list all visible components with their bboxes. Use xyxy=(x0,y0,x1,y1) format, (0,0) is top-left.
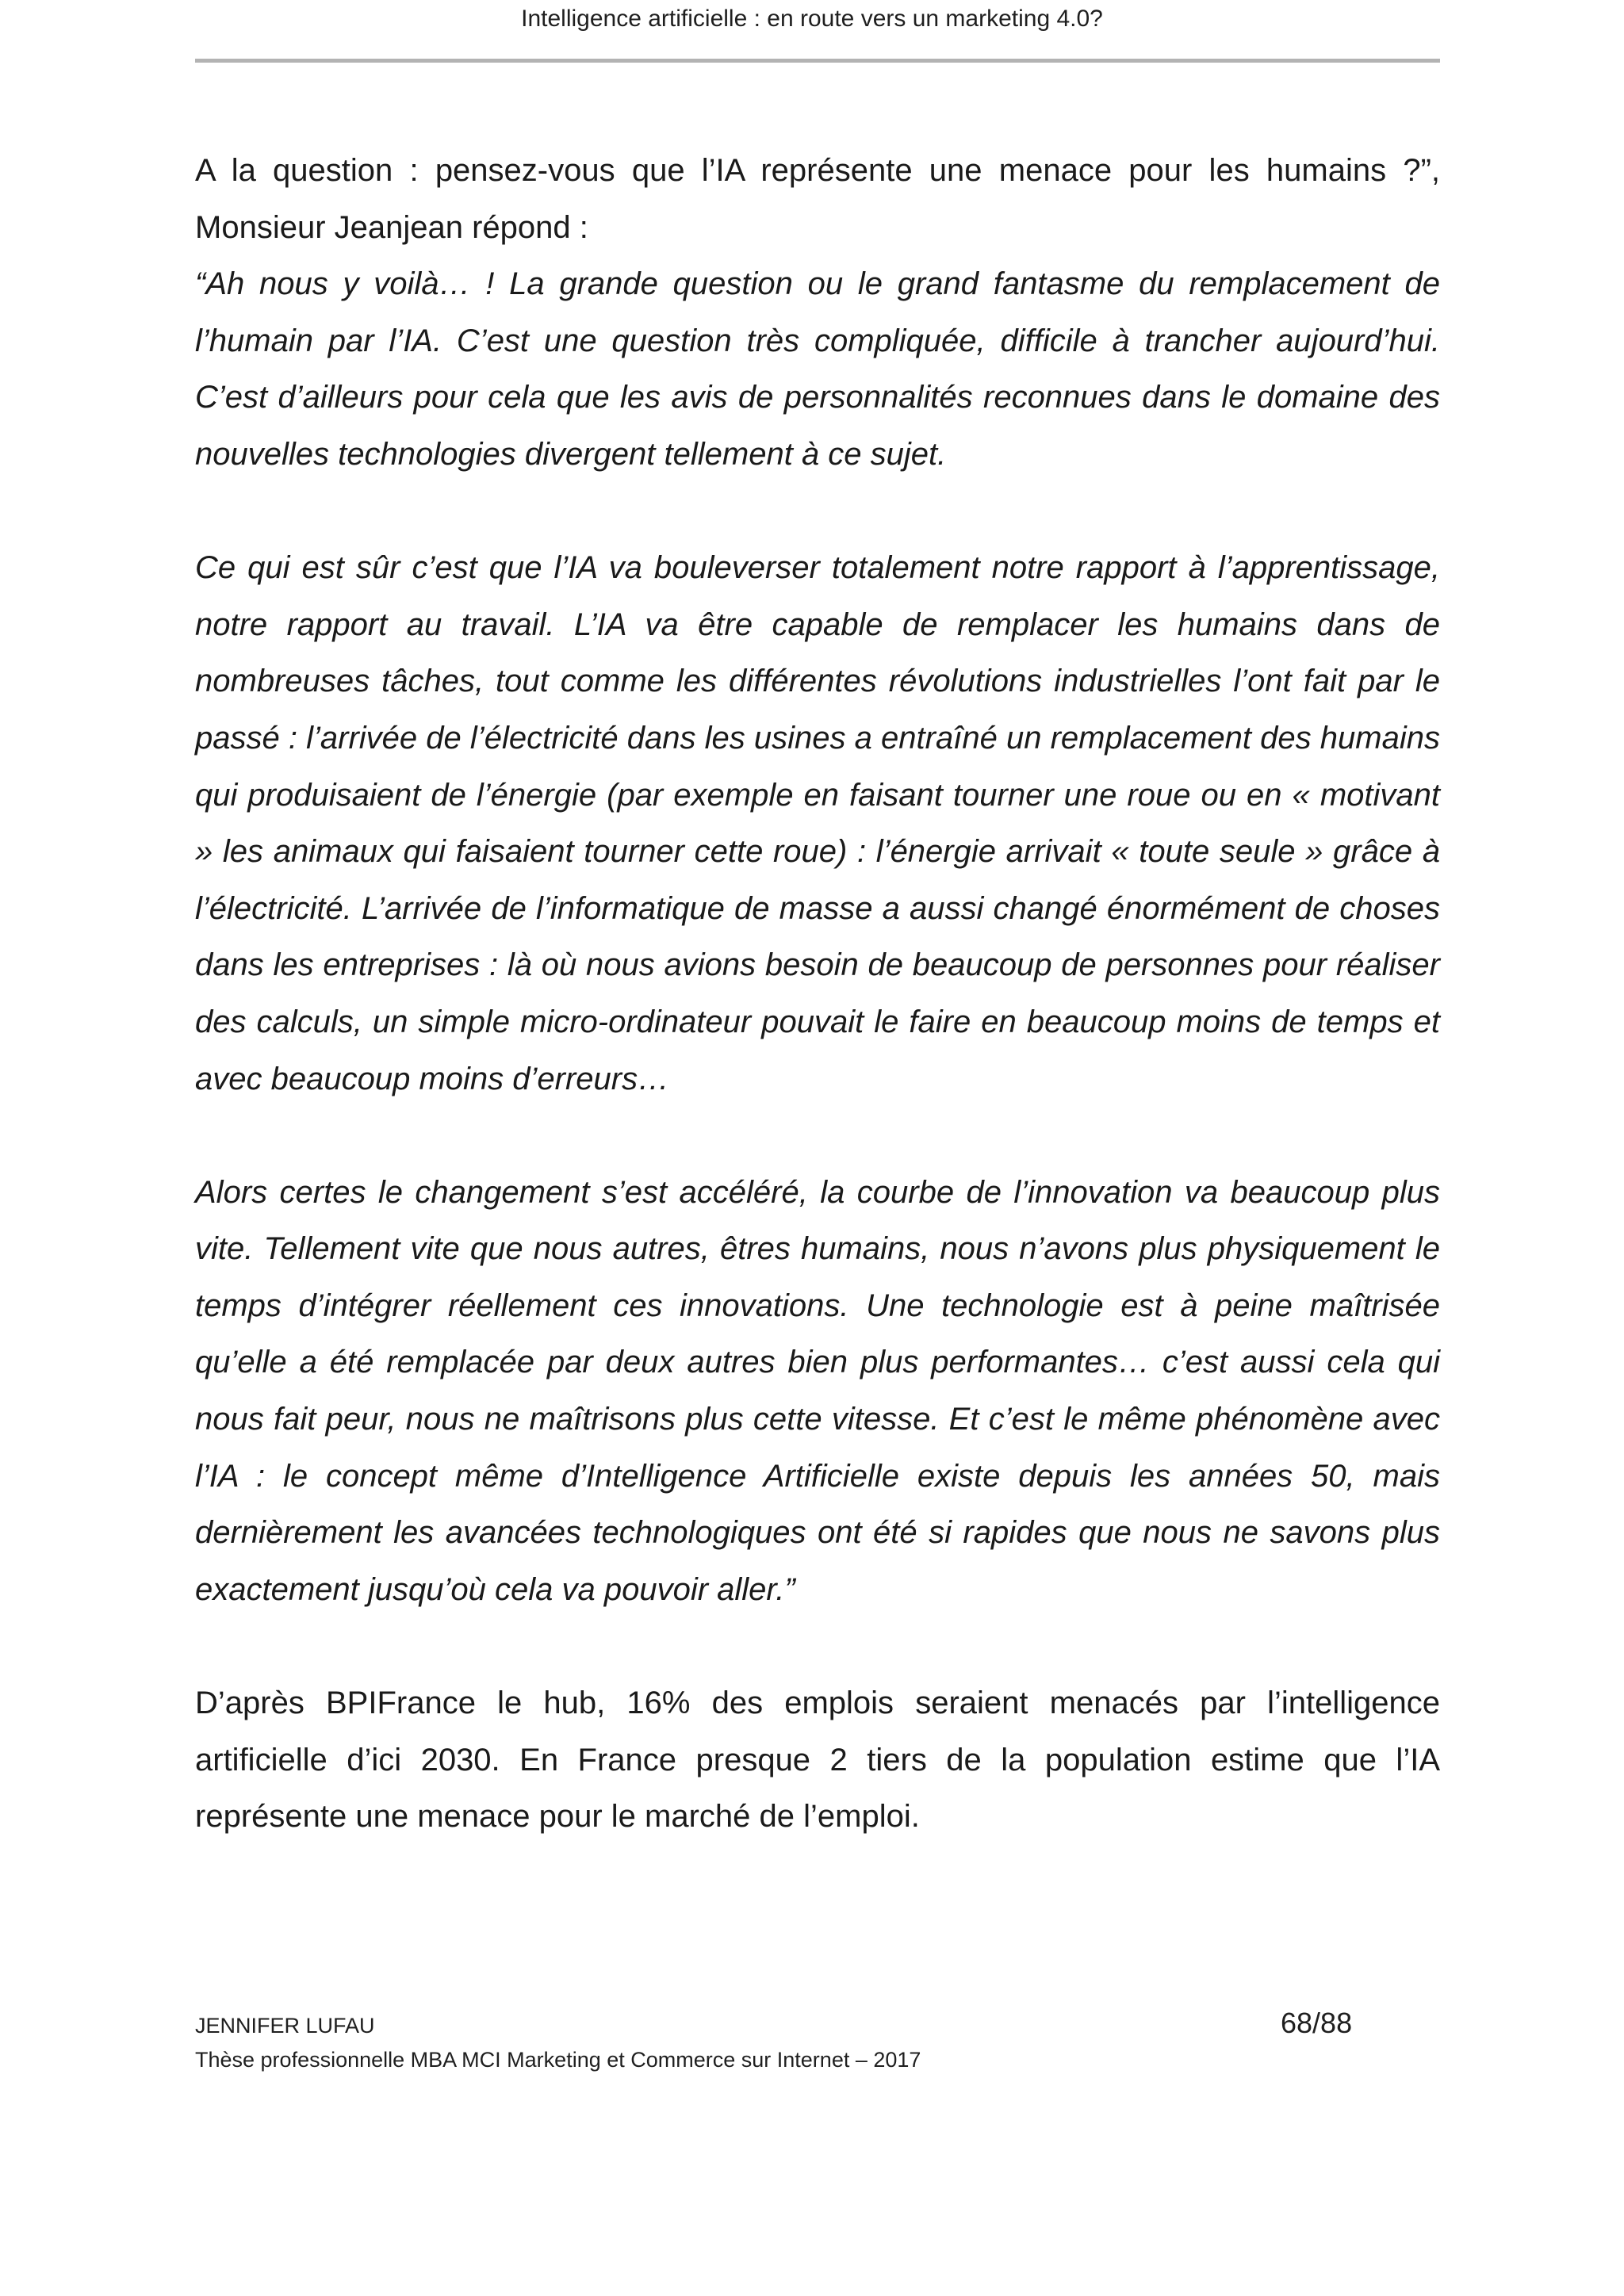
footer-thesis-title: Thèse professionnelle MBA MCI Marketing et Commerce sur Internet – 2017 xyxy=(195,2048,921,2072)
footer-author: JENNIFER LUFAU xyxy=(195,2014,375,2038)
header-title: Intelligence artificielle : en route vers un marketing 4.0? xyxy=(521,6,1103,32)
intro-text: A la question : pensez-vous que l’IA représente une menace pour les humains ?”, Monsieur Jeanjean répond : xyxy=(195,153,1440,245)
page-header xyxy=(0,0,1624,62)
conclusion-paragraph: D’après BPIFrance le hub, 16% des emplois seraient menacés par l’intelligence artificielle d’ici 2030. En France presque 2 tiers de la population estime que l’IA représente une menace pour le marché de l’emploi. xyxy=(195,1686,1440,1835)
page-number: 68/88 xyxy=(1281,2007,1353,2039)
quote-paragraph-3: Alors certes le changement s’est accéléré, la courbe de l’innovation va beaucoup plus vite. Tellement vite que nous autres, êtres humains, nous n’avons plus physiquement le temps d’intégrer réellement ces innovations. Une technologie est à peine maîtrisée qu’elle a été remplacée par deux autres bien plus performantes… c’est aussi cela qui nous fait peur, nous ne maîtrisons plus cette vitesse. Et c’est le même phénomène avec l’IA : le concept même d’Intelligence Artificielle existe depuis les années 50, mais dernièrement les avancées technologiques ont été si rapides que nous ne savons plus exactement jusqu’où cela va pouvoir aller.” xyxy=(195,1174,1440,1607)
page-body xyxy=(195,143,1440,1902)
header-divider xyxy=(195,59,1440,63)
quote-paragraph-2: Ce qui est sûr c’est que l’IA va bouleverser totalement notre rapport à l’apprentissage, notre rapport au travail. L’IA va être capable de remplacer les humains dans de nombreuses tâches, tout comme les différentes révolutions industrielles l’ont fait par le passé : l’arrivée de l’électricité dans les usines a entraîné un remplacement des humains qui produisaient de l’énergie (par exemple en faisant tourner une roue ou en « motivant » les animaux qui faisaient tourner cette roue) : l’énergie arrivait « toute seule » grâce à l’électricité. L’arrivée de l’informatique de masse a aussi changé énormément de choses dans les entreprises : là où nous avions besoin de beaucoup de personnes pour réaliser des calculs, un simple micro-ordinateur pouvait le faire en beaucoup moins de temps et avec beaucoup moins d’erreurs… xyxy=(195,550,1440,1096)
intro-paragraph xyxy=(195,143,1440,484)
quote-paragraph-1: “Ah nous y voilà… ! La grande question ou le grand fantasme du remplacement de l’humain par l’IA. C’est une question très compliquée, difficile à trancher aujourd’hui. C’est d’ailleurs pour cela que les avis de personnalités reconnues dans le domaine des nouvelles technologies divergent tellement à ce sujet. xyxy=(195,266,1440,472)
